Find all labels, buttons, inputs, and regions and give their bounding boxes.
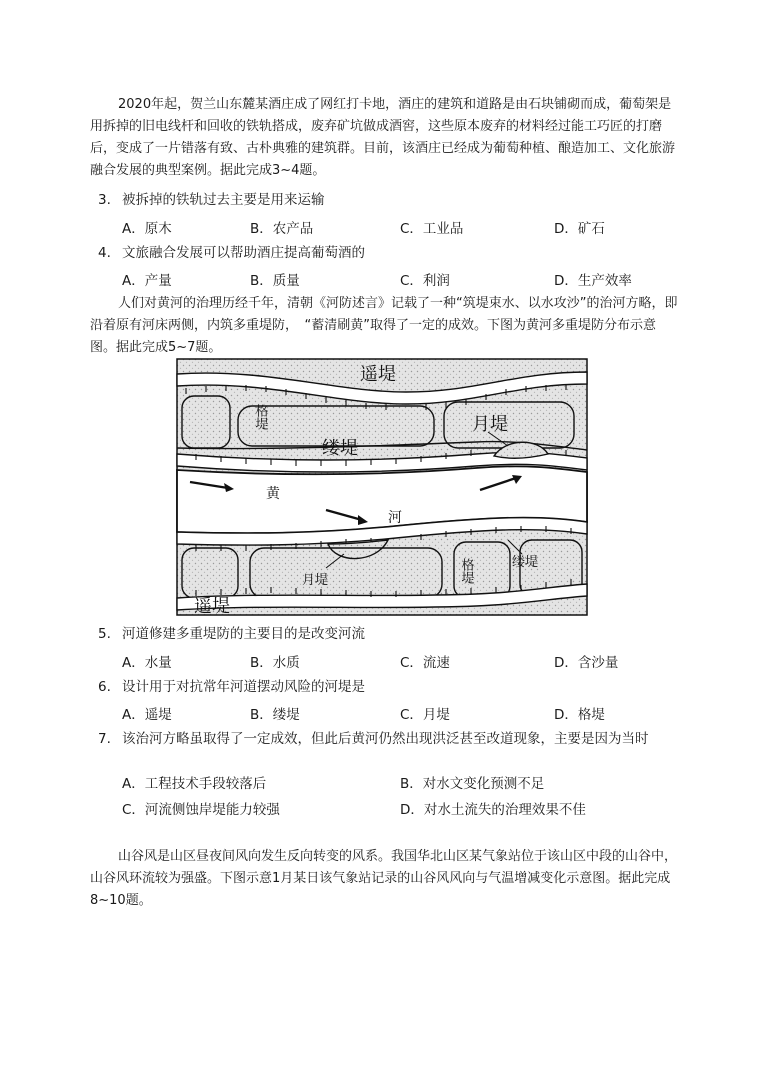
question-3: [98, 190, 678, 210]
option-d: D．含沙量: [554, 655, 619, 671]
option-c: C．河流侧蚀岸堤能力较强: [122, 802, 280, 818]
question-7-options-row1: [122, 772, 682, 794]
question-6-number: 6.: [98, 679, 111, 695]
question-4-options: [122, 269, 682, 291]
option-a: A．工程技术手段较落后: [122, 776, 267, 792]
option-b: B．对水文变化预测不足: [400, 776, 545, 792]
question-5-stem: 河道修建多重堤防的主要目的是改变河流: [122, 626, 365, 642]
option-b: B．农产品: [250, 221, 314, 237]
question-6-options: [122, 703, 682, 725]
question-6: [98, 677, 678, 697]
option-c: C．工业品: [400, 221, 464, 237]
levee-diagram-svg: [176, 358, 588, 616]
label-loudi-bottom: 缕堤: [512, 555, 539, 570]
question-7-options-row2: [122, 798, 682, 820]
question-7-stem: 该治河方略虽取得了一定成效，但此后黄河仍然出现洪泛甚至改道现象，主要是因为当时: [122, 731, 649, 747]
option-a: A．原木: [122, 221, 172, 237]
option-c: C．流速: [400, 655, 450, 671]
option-a: A．遥堤: [122, 707, 172, 723]
question-4-stem: 文旅融合发展可以帮助酒庄提高葡萄酒的: [122, 245, 365, 261]
option-d: D．对水土流失的治理效果不佳: [400, 802, 586, 818]
question-7-number: 7.: [98, 731, 111, 747]
passage-yellow-river: 人们对黄河的治理历经千年，清朝《河防述言》记载了一种“筑堤束水、以水攻沙”的治河方略，即沿着原有河床两侧，内筑多重堤防， “蓄清刷黄”取得了一定的成效。下图为黄河多重堤防分布示意图。据此完成5~7题。: [90, 296, 678, 355]
passage-valley-wind: 山谷风是山区昼夜间风向发生反向转变的风系。我国华北山区某气象站位于该山区中段的山谷中，山谷风环流较为强盛。下图示意1月某日该气象站记录的山谷风风向与气温增减变化示意图。据此完成8~10题。: [90, 849, 678, 908]
label-gedi-top: 格堤: [252, 404, 268, 430]
passage-winery: 2020年起，贺兰山东麓某酒庄成了网红打卡地，酒庄的建筑和道路是由石块铺砌而成，葡萄架是用拆掉的旧电线杆和回收的铁轨搭成，废弃矿坑做成酒窖，这些原本废弃的材料经过能工巧匠的打磨后，变成了一片错落有致、古朴典雅的建筑群。目前，该酒庄已经成为葡萄种植、酿造加工、文化旅游融合发展的典型案例。据此完成3~4题。: [90, 97, 676, 178]
label-yuedi-top: 月堤: [472, 414, 508, 435]
question-5: [98, 624, 678, 644]
label-yaodi-top: 遥堤: [360, 364, 396, 385]
option-a: A．产量: [122, 273, 172, 289]
question-4-number: 4.: [98, 245, 111, 261]
label-river-2: 河: [388, 510, 402, 526]
question-5-options: [122, 651, 682, 673]
option-a: A．水量: [122, 655, 172, 671]
question-5-number: 5.: [98, 626, 111, 642]
question-3-number: 3.: [98, 192, 111, 208]
label-yuedi-bottom: 月堤: [302, 573, 329, 588]
option-d: D．矿石: [554, 221, 605, 237]
question-3-stem: 被拆掉的铁轨过去主要是用来运输: [122, 192, 325, 208]
levee-diagram: [176, 358, 588, 616]
option-d: D．格堤: [554, 707, 605, 723]
option-b: B．缕堤: [250, 707, 300, 723]
option-d: D．生产效率: [554, 273, 632, 289]
option-c: C．月堤: [400, 707, 450, 723]
label-yaodi-bottom: 遥堤: [194, 596, 230, 616]
question-4: [98, 243, 678, 263]
option-b: B．水质: [250, 655, 300, 671]
question-7: [98, 729, 682, 749]
label-gedi-bottom: 格堤: [458, 558, 474, 584]
question-3-options: [122, 217, 682, 239]
option-b: B．质量: [250, 273, 300, 289]
label-loudi-top: 缕堤: [322, 438, 358, 459]
question-6-stem: 设计用于对抗常年河道摆动风险的河堤是: [122, 679, 365, 695]
option-c: C．利润: [400, 273, 450, 289]
label-river-1: 黄: [266, 486, 280, 502]
